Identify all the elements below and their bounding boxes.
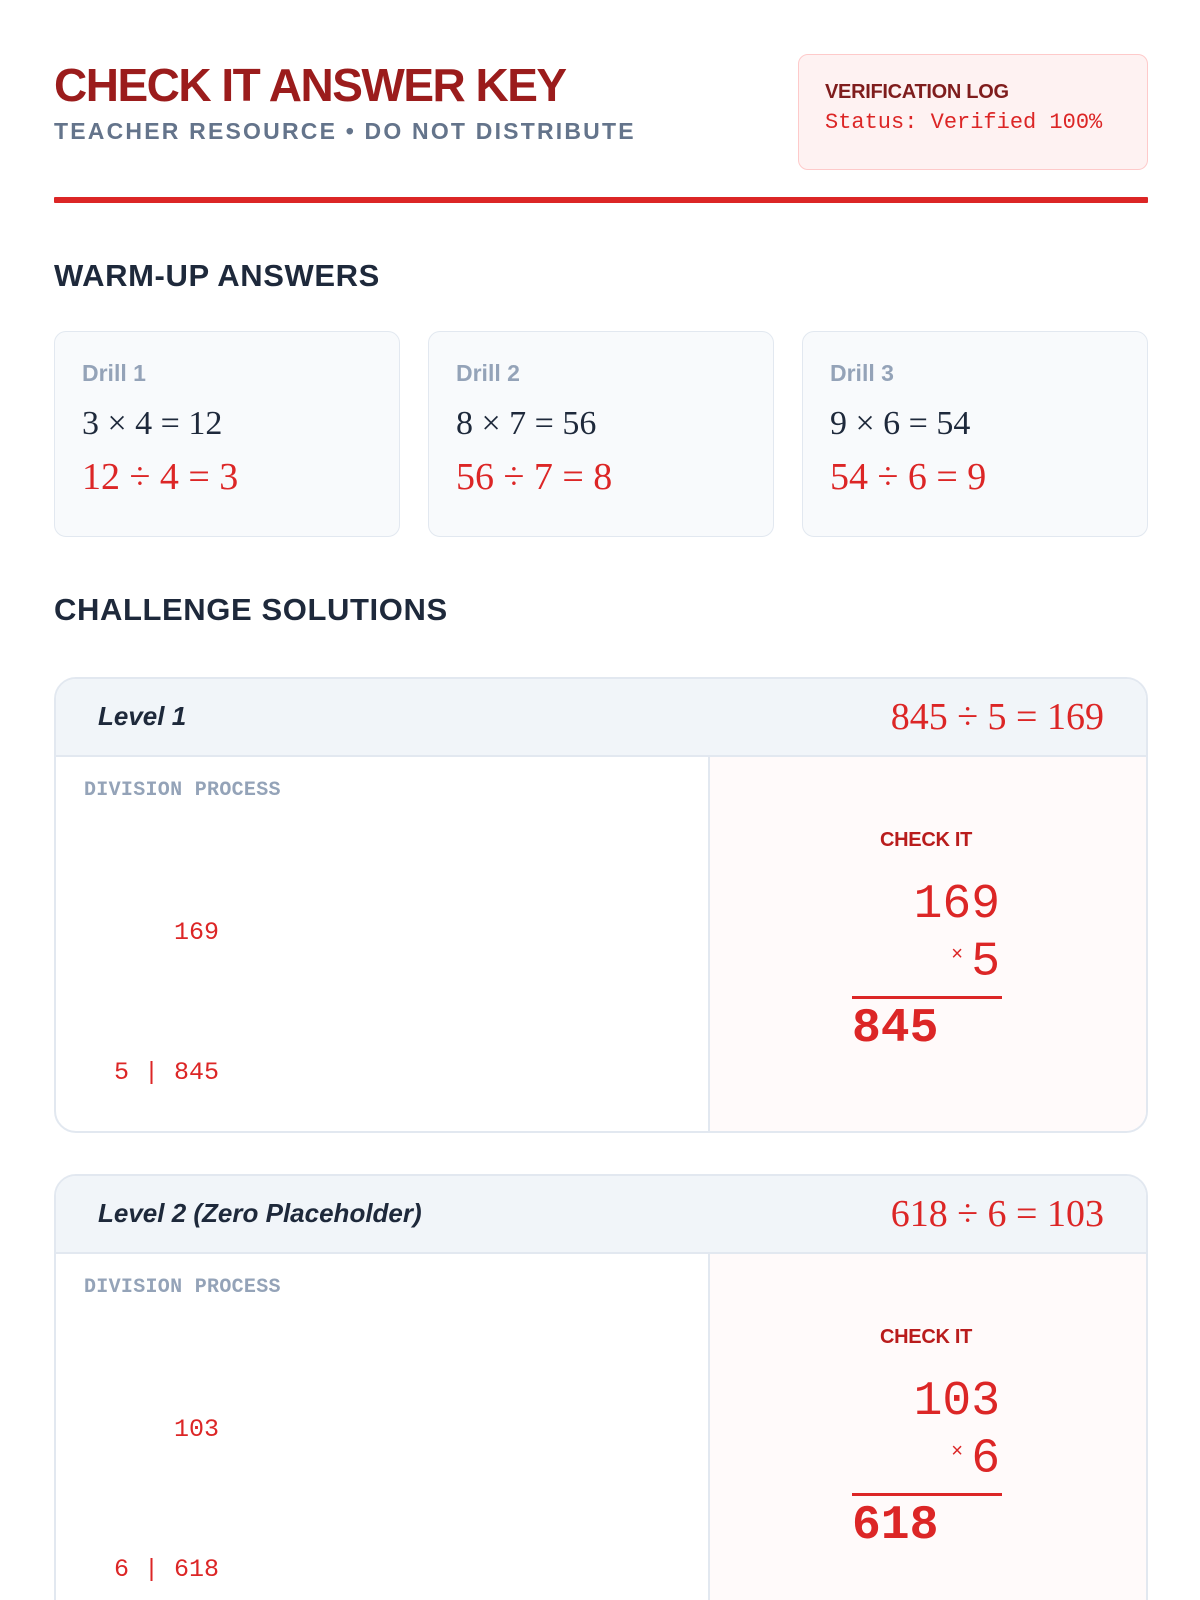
drill-card <box>802 331 1148 537</box>
page-subtitle: TEACHER RESOURCE • DO NOT DISTRIBUTE <box>54 118 636 144</box>
check-quotient: 169 <box>913 878 1000 932</box>
division-steps <box>84 816 708 1131</box>
check-product: 845 <box>852 1001 939 1056</box>
check-it-panel <box>710 757 1146 1131</box>
challenge-card-header <box>56 679 1146 757</box>
division-step: 5 | 845 <box>84 1057 220 1087</box>
challenge-card-body <box>56 757 1146 1131</box>
check-multiplication <box>852 1374 1002 1554</box>
challenge-equation: 618 ÷ 6 = 103 <box>890 1193 1104 1235</box>
division-steps <box>84 1313 708 1600</box>
division-step: 103 <box>84 1414 220 1444</box>
division-process-label: DIVISION PROCESS <box>84 779 281 802</box>
check-underline <box>852 1493 1002 1496</box>
division-process <box>56 757 710 1131</box>
warmup-section-title: WARM-UP ANSWERS <box>54 258 380 293</box>
check-product: 618 <box>852 1498 939 1553</box>
division-step: 6 | 618 <box>84 1554 220 1584</box>
challenge-card-level-2 <box>54 1174 1148 1600</box>
header-divider <box>54 197 1148 203</box>
drill-multiplication: 8 × 7 = 56 <box>456 405 597 442</box>
division-process-label: DIVISION PROCESS <box>84 1276 281 1299</box>
warmup-drills <box>54 331 1148 537</box>
page-header <box>54 52 1148 202</box>
challenge-card-level-1 <box>54 677 1148 1133</box>
challenge-section-title: CHALLENGE SOLUTIONS <box>54 592 448 627</box>
check-multiplication <box>852 877 1002 1057</box>
check-underline <box>852 996 1002 999</box>
drill-division: 12 ÷ 4 = 3 <box>82 456 239 498</box>
verification-status: Status: Verified 100% <box>825 110 1103 135</box>
times-sign: × <box>951 1441 964 1464</box>
challenge-level-title: Level 2 (Zero Placeholder) <box>98 1198 422 1228</box>
challenge-card-body <box>56 1254 1146 1600</box>
division-step: 169 <box>84 917 220 947</box>
check-it-label: CHECK IT <box>880 829 973 851</box>
drill-division: 54 ÷ 6 = 9 <box>830 456 987 498</box>
check-divisor: 5 <box>971 935 1000 990</box>
check-quotient: 103 <box>913 1375 1000 1429</box>
drill-card <box>54 331 400 537</box>
challenge-card-header <box>56 1176 1146 1254</box>
drill-label: Drill 1 <box>82 360 146 386</box>
drill-label: Drill 3 <box>830 360 894 386</box>
challenge-equation: 845 ÷ 5 = 169 <box>890 696 1104 738</box>
verification-log <box>798 54 1148 170</box>
times-sign: × <box>951 944 964 967</box>
drill-multiplication: 3 × 4 = 12 <box>82 405 223 442</box>
page-title: CHECK IT ANSWER KEY <box>54 59 566 111</box>
drill-division: 56 ÷ 7 = 8 <box>456 456 613 498</box>
check-multiplier-row <box>852 933 1002 992</box>
drill-multiplication: 9 × 6 = 54 <box>830 405 971 442</box>
check-divisor: 6 <box>971 1432 1000 1487</box>
drill-label: Drill 2 <box>456 360 520 386</box>
check-it-label: CHECK IT <box>880 1326 973 1348</box>
check-multiplier-row <box>852 1430 1002 1489</box>
challenge-level-title: Level 1 <box>98 701 187 731</box>
verification-log-title: VERIFICATION LOG <box>825 81 1009 103</box>
drill-card <box>428 331 774 537</box>
check-it-panel <box>710 1254 1146 1600</box>
division-process <box>56 1254 710 1600</box>
